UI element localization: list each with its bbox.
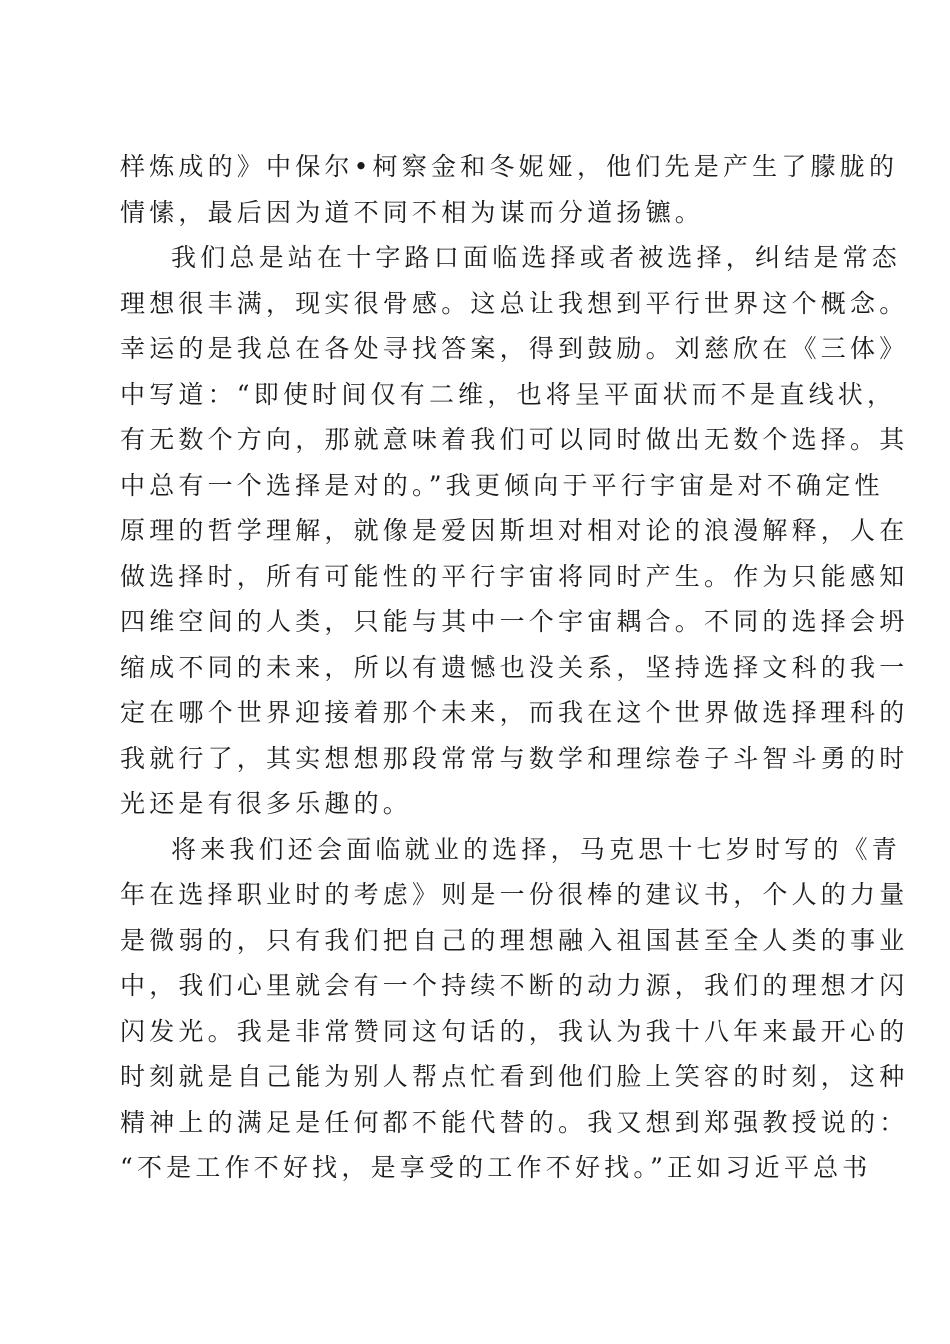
body-text bbox=[120, 144, 909, 1191]
text-line: 精神上的满足是任何都不能代替的。我又想到郑强教授说的： bbox=[120, 1107, 909, 1137]
text-line: 时刻就是自己能为别人帮点忙看到他们脸上笑容的时刻，这种 bbox=[120, 1062, 909, 1091]
text-line: 理想很丰满，现实很骨感。这总让我想到平行世界这个概念。 bbox=[120, 288, 909, 318]
text-line: 情愫，最后因为道不同不相为谋而分道扬镳。 bbox=[120, 197, 705, 227]
text-line: 中，我们心里就会有一个持续不断的动力源，我们的理想才闪 bbox=[120, 971, 909, 1000]
text-line: 缩成不同的未来，所以有遗憾也没关系，坚持选择文科的我一 bbox=[120, 652, 909, 682]
text-line: 样炼成的》中保尔•柯察金和冬妮娅，他们先是产生了朦胧的 bbox=[120, 152, 899, 181]
paragraph-first-line: 我们总是站在十字路口面临选择或者被选择，纠结是常态 bbox=[171, 243, 902, 272]
text-line: 中总有一个选择是对的。”我更倾向于平行宇宙是对不确定性 bbox=[120, 470, 884, 500]
text-line: 做选择时，所有可能性的平行宇宙将同时产生。作为只能感知 bbox=[120, 561, 909, 591]
text-line: 闪发光。我是非常赞同这句话的，我认为我十八年来最开心的 bbox=[120, 1016, 909, 1046]
text-line: 我就行了，其实想想那段常常与数学和理综卷子斗智斗勇的时 bbox=[120, 743, 909, 773]
text-line: 四维空间的人类，只能与其中一个宇宙耦合。不同的选择会坍 bbox=[120, 607, 909, 636]
text-line: 中写道：“即使时间仅有二维，也将呈平面状而不是直线状， bbox=[120, 379, 897, 409]
text-line: 有无数个方向，那就意味着我们可以同时做出无数个选择。其 bbox=[120, 425, 909, 454]
text-line: 定在哪个世界迎接着那个未来，而我在这个世界做选择理科的 bbox=[120, 698, 909, 727]
text-line: “不是工作不好找，是享受的工作不好找。”正如习近平总书 bbox=[120, 1153, 872, 1182]
text-line: 原理的哲学理解，就像是爱因斯坦对相对论的浪漫解释，人在 bbox=[120, 516, 909, 545]
text-line: 光还是有很多乐趣的。 bbox=[120, 789, 413, 818]
text-line: 是微弱的，只有我们把自己的理想融入祖国甚至全人类的事业 bbox=[120, 925, 909, 955]
text-line: 年在选择职业时的考虑》则是一份很棒的建议书，个人的力量 bbox=[120, 880, 909, 909]
paragraph-first-line: 将来我们还会面临就业的选择，马克思十七岁时写的《青 bbox=[171, 834, 902, 864]
text-line: 幸运的是我总在各处寻找答案，得到鼓励。刘慈欣在《三体》 bbox=[120, 334, 909, 363]
